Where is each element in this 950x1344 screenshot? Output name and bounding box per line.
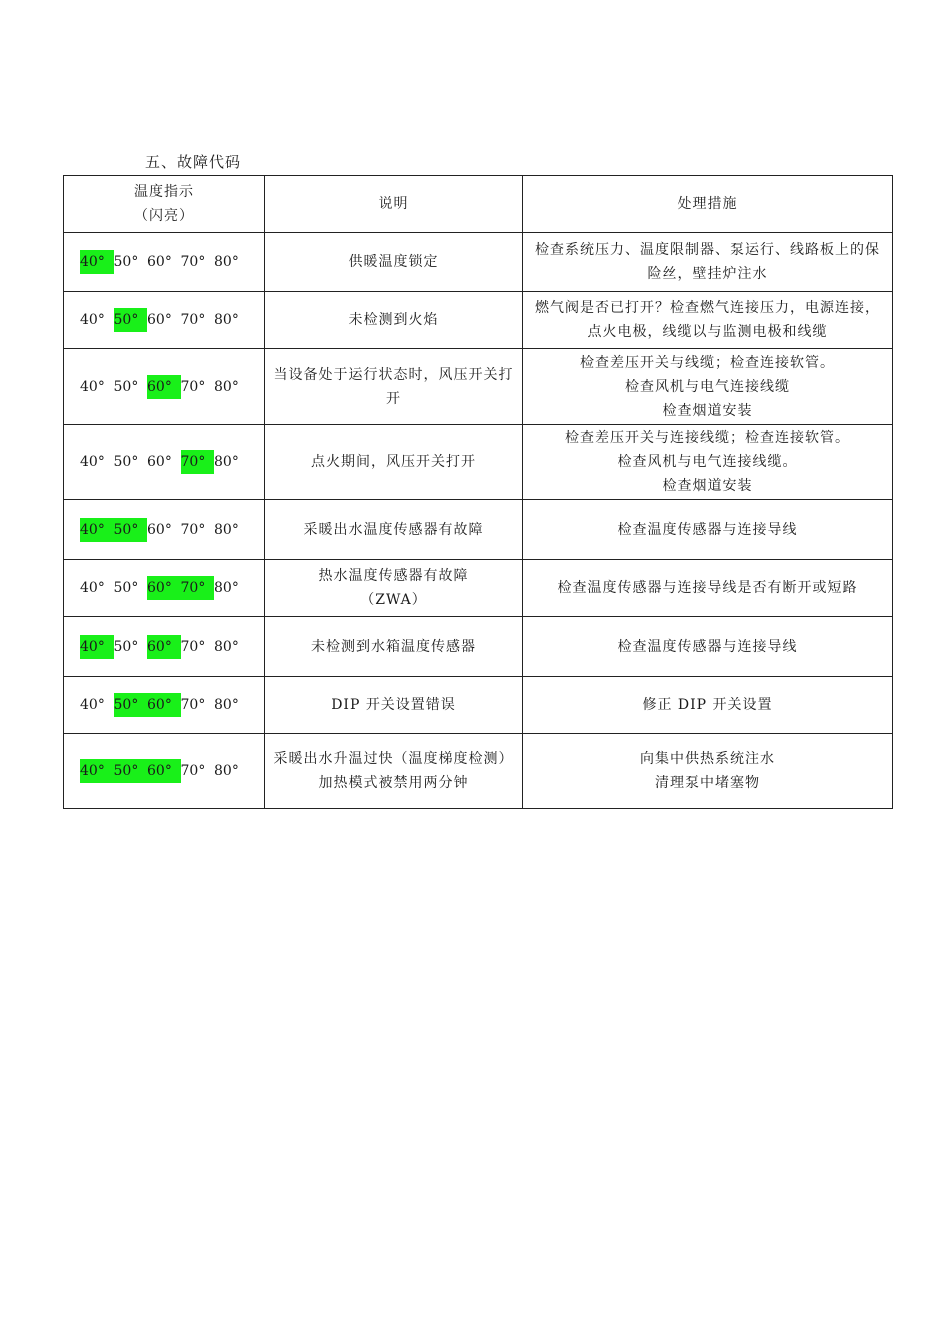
fault-description-text: 未检测到水箱温度传感器 [311,638,476,655]
header-temperature-note: （闪亮） [134,208,194,224]
fault-action-cell [523,500,893,560]
temperature-led: 80° [214,312,239,328]
temperature-led: 70° [180,697,206,713]
table-row [64,233,893,292]
fault-action-text: 检查风机与电气连接线缆 [625,378,790,395]
table-row [64,677,893,734]
fault-description-text: （ZWA） [360,592,427,608]
fault-action-cell [523,677,893,734]
temperature-led-lit: 60° [147,635,181,659]
table-header-row [64,176,893,233]
table-row [64,292,893,349]
fault-action-text: 向集中供热系统注水 [640,751,775,767]
fault-description-text: 采暖出水升温过快（温度梯度检测） [273,751,514,767]
fault-action-text: 检查温度传感器与连接导线 [617,638,798,655]
temperature-led: 80° [214,697,239,713]
fault-description-cell [265,292,523,349]
fault-action-cell [523,560,893,617]
fault-description-text: 点火期间，风压开关打开 [311,454,476,470]
fault-description-cell [265,233,523,292]
temperature-led-lit: 60° [147,375,181,399]
fault-action-text: 燃气阀是否已打开？检查燃气连接压力，电源连接，点火电极，线缆以与监测电极和线缆 [535,300,880,340]
fault-description-text: DIP 开关设置错误 [331,697,456,713]
temperature-indicator-cell [64,500,265,560]
fault-action-text: 检查烟道安装 [662,402,753,419]
temperature-indicator-cell [64,292,265,349]
temperature-led: 70° [180,378,206,395]
temperature-led: 80° [214,580,239,596]
fault-action-cell [523,425,893,500]
temperature-led: 80° [214,378,239,395]
temperature-led: 70° [180,763,206,779]
fault-description-text: 当设备处于运行状态时，风压开关打开 [273,366,514,407]
temperature-indicator-cell [64,677,265,734]
fault-description-cell [265,617,523,677]
temperature-led: 50° [113,638,139,655]
temperature-led: 80° [214,763,239,779]
table-row [64,500,893,560]
temperature-led: 70° [180,312,206,328]
temperature-led-lit: 40° [80,518,114,542]
header-temperature [64,176,265,233]
fault-description-text: 采暖出水温度传感器有故障 [303,521,484,538]
fault-description-text: 热水温度传感器有故障 [318,568,469,584]
fault-description-cell [265,734,523,809]
fault-description-text: 未检测到火焰 [348,312,439,328]
temperature-led: 80° [214,454,239,470]
temperature-indicator-cell [64,425,265,500]
fault-description-text: 供暖温度锁定 [348,254,439,270]
temperature-led: 80° [214,521,239,538]
fault-action-text: 检查差压开关与线缆；检查连接软管。 [580,354,835,371]
temperature-led: 40° [80,312,105,328]
temperature-led-lit: 70° [181,450,215,474]
fault-action-text: 检查系统压力、温度限制器、泵运行、线路板上的保险丝，壁挂炉注水 [535,242,880,282]
temperature-led-lit: 40° [80,250,114,274]
temperature-led: 50° [113,254,139,270]
temperature-led: 40° [80,697,105,713]
temperature-led-lit: 50° [114,518,148,542]
temperature-led-lit: 70° [181,576,215,600]
header-action: 处理措施 [523,176,893,233]
fault-action-cell [523,734,893,809]
fault-description-cell [265,349,523,425]
fault-action-text: 修正 DIP 开关设置 [642,697,773,713]
fault-action-text: 检查风机与电气连接线缆。 [617,454,798,470]
temperature-indicator-cell [64,734,265,809]
temperature-led: 40° [80,580,105,596]
temperature-led-lit: 60° [147,759,181,783]
temperature-led: 80° [214,254,239,270]
temperature-led: 50° [113,378,139,395]
fault-action-cell [523,233,893,292]
temperature-led-lit: 50° [114,308,148,332]
section-title: 五、故障代码 [145,153,242,171]
temperature-led: 40° [80,378,105,395]
fault-action-cell [523,349,893,425]
fault-action-text: 检查温度传感器与连接导线是否有断开或短路 [557,580,858,596]
fault-action-text: 检查温度传感器与连接导线 [617,521,798,538]
fault-action-text: 清理泵中堵塞物 [655,775,760,791]
temperature-led: 70° [180,521,206,538]
fault-action-cell [523,617,893,677]
temperature-led: 40° [80,454,105,470]
fault-description-cell [265,677,523,734]
temperature-led-lit: 50° [114,759,148,783]
temperature-led: 60° [147,254,172,270]
temperature-led-lit: 60° [147,693,181,717]
temperature-indicator-cell [64,560,265,617]
fault-action-text: 检查差压开关与连接线缆；检查连接软管。 [565,430,850,446]
header-description: 说明 [265,176,523,233]
temperature-indicator-cell [64,233,265,292]
fault-code-table [63,175,893,809]
fault-description-cell [265,425,523,500]
temperature-led: 60° [147,521,172,538]
temperature-led: 70° [180,638,206,655]
temperature-led-lit: 40° [80,635,114,659]
fault-description-text: 加热模式被禁用两分钟 [318,775,469,791]
table-row [64,617,893,677]
temperature-led: 50° [113,454,139,470]
header-temperature-label: 温度指示 [134,184,194,200]
temperature-led: 50° [113,580,139,596]
fault-action-cell [523,292,893,349]
fault-action-text: 检查烟道安装 [662,478,753,494]
temperature-led-lit: 40° [80,759,114,783]
table-row [64,349,893,425]
table-row [64,560,893,617]
temperature-led-lit: 50° [114,693,148,717]
table-row [64,734,893,809]
temperature-led: 70° [180,254,206,270]
fault-description-cell [265,560,523,617]
temperature-led: 60° [147,312,172,328]
table-row [64,425,893,500]
fault-description-cell [265,500,523,560]
temperature-led-lit: 60° [147,576,181,600]
temperature-led: 60° [147,454,172,470]
temperature-indicator-cell [64,349,265,425]
temperature-led: 80° [214,638,239,655]
temperature-indicator-cell [64,617,265,677]
